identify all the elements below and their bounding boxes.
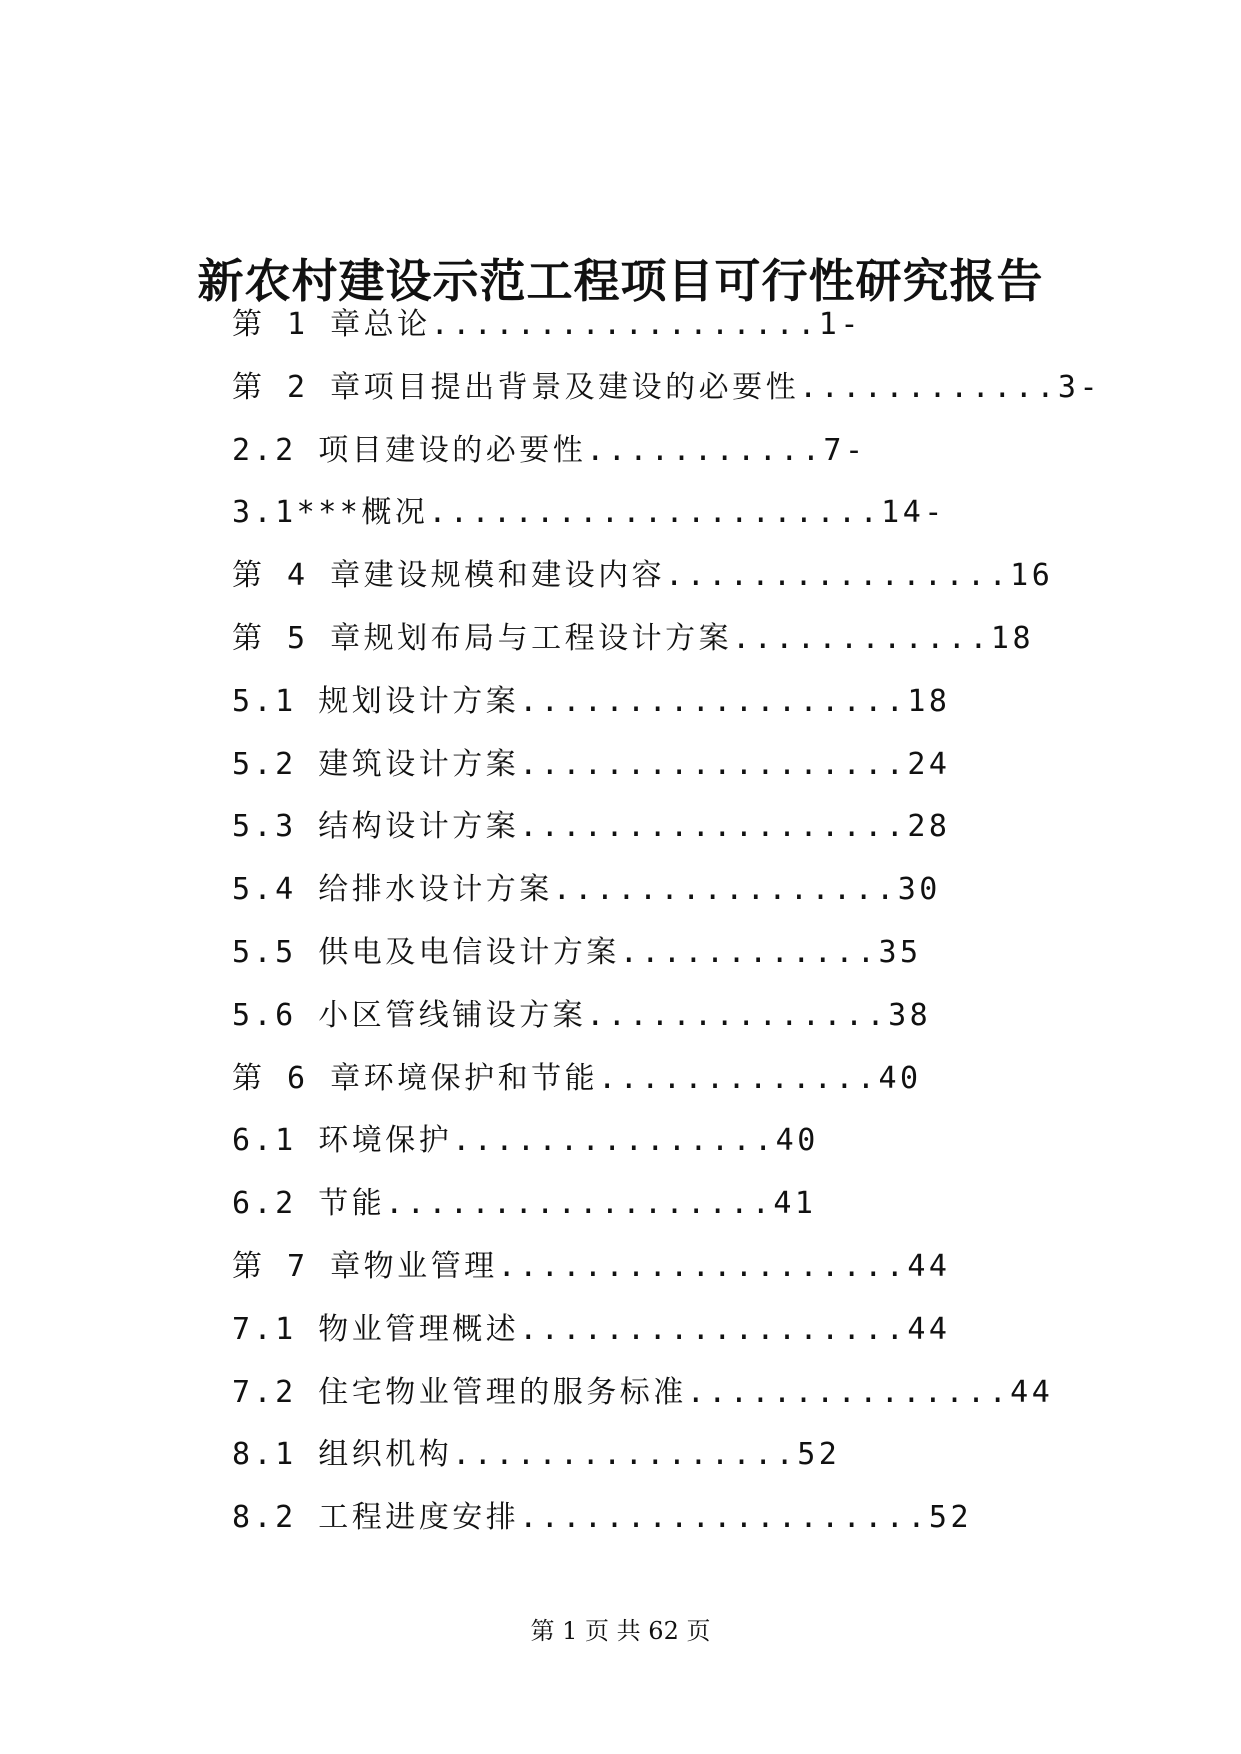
toc-entry: 第 4 章建设规模和建设内容................16	[232, 558, 1054, 594]
toc-entry: 第 2 章项目提出背景及建设的必要性............3-	[232, 369, 1102, 405]
toc-entry: 5.4 给排水设计方案................30	[232, 872, 941, 908]
table-of-contents	[232, 294, 1132, 1550]
toc-entry: 3.1***概况.....................14-	[232, 495, 946, 531]
document-title: 新农村建设示范工程项目可行性研究报告	[197, 253, 1044, 308]
toc-entry: 第 1 章总论..................1-	[232, 307, 862, 342]
page-footer: 第 1 页 共 62 页	[530, 1617, 711, 1645]
toc-entry: 5.2 建筑设计方案..................24	[232, 746, 951, 782]
toc-entry: 8.1 组织机构................52	[232, 1437, 841, 1473]
toc-entry: 5.6 小区管线铺设方案..............38	[232, 997, 932, 1033]
toc-entry: 第 7 章物业管理...................44	[232, 1248, 951, 1284]
toc-entry: 6.2 节能..................41	[232, 1186, 817, 1222]
toc-entry: 第 6 章环境保护和节能.............40	[232, 1060, 922, 1096]
toc-entry: 8.2 工程进度安排...................52	[232, 1500, 973, 1536]
toc-entry: 5.3 结构设计方案..................28	[232, 809, 951, 845]
toc-entry: 7.2 住宅物业管理的服务标准...............44	[232, 1374, 1054, 1410]
toc-entry: 7.1 物业管理概述..................44	[232, 1311, 951, 1347]
toc-entry: 5.1 规划设计方案..................18	[232, 683, 951, 719]
toc-entry: 第 5 章规划布局与工程设计方案............18	[232, 620, 1035, 656]
toc-entry: 6.1 环境保护...............40	[232, 1123, 819, 1159]
toc-entry: 5.5 供电及电信设计方案............35	[232, 934, 922, 970]
toc-entry: 2.2 项目建设的必要性...........7-	[232, 432, 867, 468]
